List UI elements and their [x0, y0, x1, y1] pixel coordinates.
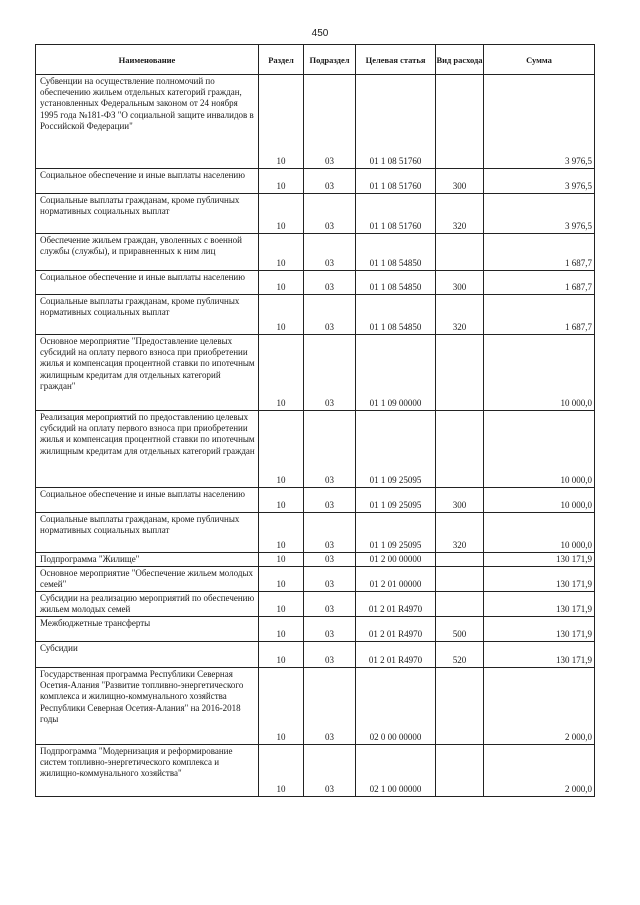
row-expense-type	[436, 668, 484, 745]
row-sum: 10 000,0	[484, 411, 595, 488]
table-body	[36, 75, 595, 797]
row-target-article: 02 1 00 00000	[356, 745, 436, 797]
row-sum: 3 976,5	[484, 169, 595, 194]
row-sum: 2 000,0	[484, 745, 595, 797]
row-target-article: 01 1 08 54850	[356, 234, 436, 271]
row-podrazdel: 03	[304, 194, 356, 234]
table-row	[36, 411, 595, 488]
table-header	[36, 45, 595, 75]
table-row	[36, 642, 595, 668]
row-expense-type	[436, 553, 484, 567]
row-expense-type	[436, 335, 484, 411]
table-row	[36, 488, 595, 513]
row-expense-type: 320	[436, 194, 484, 234]
row-sum: 3 976,5	[484, 75, 595, 169]
row-expense-type: 300	[436, 488, 484, 513]
row-target-article: 01 1 09 25095	[356, 488, 436, 513]
row-razdel: 10	[259, 271, 304, 295]
row-razdel: 10	[259, 642, 304, 668]
table-row	[36, 567, 595, 592]
row-sum: 130 171,9	[484, 553, 595, 567]
row-podrazdel: 03	[304, 234, 356, 271]
row-target-article: 01 1 08 54850	[356, 271, 436, 295]
row-name: Субсидии	[36, 642, 259, 668]
row-razdel: 10	[259, 553, 304, 567]
row-expense-type	[436, 234, 484, 271]
row-podrazdel: 03	[304, 271, 356, 295]
table-row	[36, 745, 595, 797]
row-name: Субсидии на реализацию мероприятий по обеспечению жильем молодых семей	[36, 592, 259, 617]
row-target-article: 01 2 01 00000	[356, 567, 436, 592]
row-sum: 1 687,7	[484, 295, 595, 335]
header-row	[36, 45, 595, 75]
row-podrazdel: 03	[304, 169, 356, 194]
row-razdel: 10	[259, 488, 304, 513]
row-target-article: 01 2 01 R4970	[356, 642, 436, 668]
table-row	[36, 169, 595, 194]
row-name: Обеспечение жильем граждан, уволенных с военной службы (службы), и приравненных к ним лиц	[36, 234, 259, 271]
header-expense-type: Вид расхода	[436, 45, 484, 75]
row-name: Подпрограмма "Модернизация и реформирование систем топливно-энергетического комплекса и жилищно-коммунального хозяйства"	[36, 745, 259, 797]
row-expense-type	[436, 592, 484, 617]
row-sum: 3 976,5	[484, 194, 595, 234]
row-podrazdel: 03	[304, 567, 356, 592]
row-target-article: 02 0 00 00000	[356, 668, 436, 745]
row-razdel: 10	[259, 169, 304, 194]
row-razdel: 10	[259, 592, 304, 617]
row-name: Государственная программа Республики Северная Осетия-Алания "Развитие топливно-энергетического комплекса и жилищно-коммунального хозяйства Республики Северная Осетия-Алания" на 2016-2018 годы	[36, 668, 259, 745]
row-name: Субвенции на осуществление полномочий по обеспечению жильем отдельных категорий граждан, установленных Федеральным законом от 24 ноября 1995 года №181-ФЗ "О социальной защите инвалидов в Российской Федерации"	[36, 75, 259, 169]
row-razdel: 10	[259, 745, 304, 797]
row-expense-type: 300	[436, 271, 484, 295]
row-name: Основное мероприятие "Обеспечение жильем молодых семей"	[36, 567, 259, 592]
row-sum: 130 171,9	[484, 617, 595, 642]
row-expense-type	[436, 411, 484, 488]
row-target-article: 01 1 08 54850	[356, 295, 436, 335]
row-podrazdel: 03	[304, 411, 356, 488]
row-name: Социальное обеспечение и иные выплаты населению	[36, 169, 259, 194]
row-podrazdel: 03	[304, 335, 356, 411]
row-podrazdel: 03	[304, 513, 356, 553]
row-razdel: 10	[259, 234, 304, 271]
row-expense-type: 500	[436, 617, 484, 642]
row-podrazdel: 03	[304, 592, 356, 617]
row-sum: 1 687,7	[484, 271, 595, 295]
row-name: Основное мероприятие "Предоставление целевых субсидий на оплату первого взноса при приобретении жилья и компенсация процентной ставки по ипотечным жилищным кредитам для отдельных категорий граждан"	[36, 335, 259, 411]
row-sum: 10 000,0	[484, 488, 595, 513]
table-row	[36, 617, 595, 642]
row-target-article: 01 1 09 25095	[356, 411, 436, 488]
table-row	[36, 513, 595, 553]
header-podrazdel: Подраздел	[304, 45, 356, 75]
row-podrazdel: 03	[304, 617, 356, 642]
row-expense-type: 320	[436, 295, 484, 335]
header-target-article: Целевая статья	[356, 45, 436, 75]
table-row	[36, 668, 595, 745]
row-sum: 130 171,9	[484, 567, 595, 592]
row-expense-type: 300	[436, 169, 484, 194]
table-row	[36, 592, 595, 617]
row-name: Реализация мероприятий по предоставлению целевых субсидий на оплату первого взноса при приобретении жилья и компенсация процентной ставки по ипотечным жилищным кредитам для отдельных категорий граждан	[36, 411, 259, 488]
row-sum: 10 000,0	[484, 335, 595, 411]
row-razdel: 10	[259, 617, 304, 642]
table-row	[36, 75, 595, 169]
table-row	[36, 271, 595, 295]
header-razdel: Раздел	[259, 45, 304, 75]
row-podrazdel: 03	[304, 745, 356, 797]
row-razdel: 10	[259, 194, 304, 234]
row-name: Подпрограмма "Жилище"	[36, 553, 259, 567]
row-sum: 1 687,7	[484, 234, 595, 271]
row-expense-type: 320	[436, 513, 484, 553]
row-sum: 130 171,9	[484, 592, 595, 617]
row-name: Социальные выплаты гражданам, кроме публичных нормативных социальных выплат	[36, 194, 259, 234]
row-razdel: 10	[259, 335, 304, 411]
row-expense-type	[436, 745, 484, 797]
row-name: Межбюджетные трансферты	[36, 617, 259, 642]
row-razdel: 10	[259, 411, 304, 488]
header-name: Наименование	[36, 45, 259, 75]
row-podrazdel: 03	[304, 642, 356, 668]
row-podrazdel: 03	[304, 668, 356, 745]
table-row	[36, 234, 595, 271]
row-sum: 10 000,0	[484, 513, 595, 553]
row-target-article: 01 1 08 51760	[356, 194, 436, 234]
table-row	[36, 335, 595, 411]
row-target-article: 01 2 01 R4970	[356, 592, 436, 617]
row-podrazdel: 03	[304, 295, 356, 335]
row-podrazdel: 03	[304, 488, 356, 513]
row-target-article: 01 2 00 00000	[356, 553, 436, 567]
page-number: 450	[311, 28, 329, 39]
row-razdel: 10	[259, 75, 304, 169]
row-razdel: 10	[259, 295, 304, 335]
row-name: Социальные выплаты гражданам, кроме публичных нормативных социальных выплат	[36, 513, 259, 553]
row-expense-type	[436, 567, 484, 592]
row-expense-type	[436, 75, 484, 169]
row-name: Социальные выплаты гражданам, кроме публичных нормативных социальных выплат	[36, 295, 259, 335]
table-row	[36, 553, 595, 567]
row-sum: 2 000,0	[484, 668, 595, 745]
table-row	[36, 295, 595, 335]
budget-table	[35, 44, 595, 797]
row-razdel: 10	[259, 668, 304, 745]
row-sum: 130 171,9	[484, 642, 595, 668]
table-row	[36, 194, 595, 234]
row-expense-type: 520	[436, 642, 484, 668]
row-name: Социальное обеспечение и иные выплаты населению	[36, 488, 259, 513]
header-sum: Сумма	[484, 45, 595, 75]
row-target-article: 01 2 01 R4970	[356, 617, 436, 642]
row-target-article: 01 1 08 51760	[356, 75, 436, 169]
row-razdel: 10	[259, 513, 304, 553]
row-name: Социальное обеспечение и иные выплаты населению	[36, 271, 259, 295]
row-target-article: 01 1 08 51760	[356, 169, 436, 194]
row-target-article: 01 1 09 25095	[356, 513, 436, 553]
row-target-article: 01 1 09 00000	[356, 335, 436, 411]
row-podrazdel: 03	[304, 553, 356, 567]
row-razdel: 10	[259, 567, 304, 592]
row-podrazdel: 03	[304, 75, 356, 169]
